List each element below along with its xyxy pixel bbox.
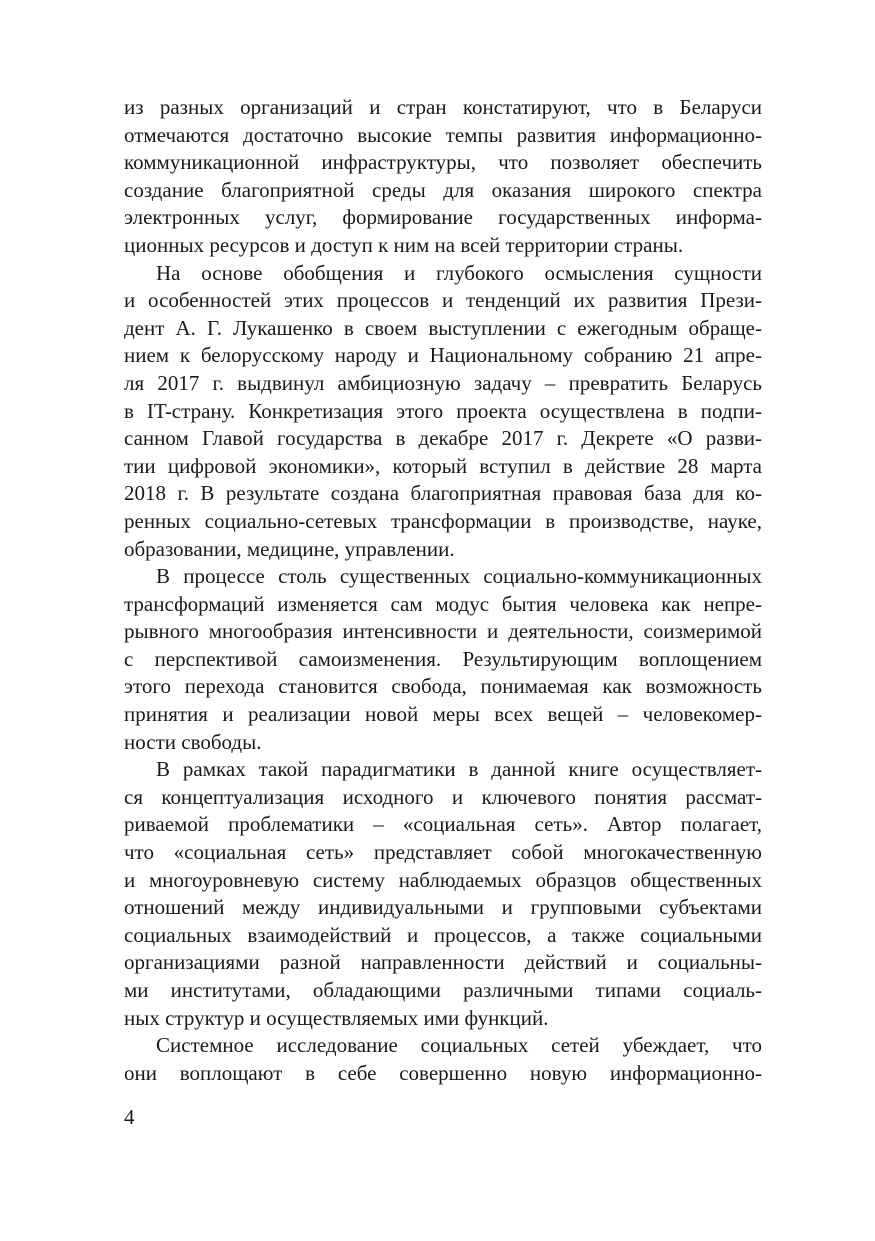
text-line: из разных организаций и стран констатируют, что в Беларуси bbox=[124, 95, 762, 119]
text-line: с перспективой самоизменения. Результирующим воплощением bbox=[124, 646, 762, 671]
text-line: ренных социально-сетевых трансформации в производстве, науке, bbox=[124, 508, 762, 533]
text-line: образовании, медицине, управлении. bbox=[124, 536, 455, 561]
text-line: нием к белорусскому народу и Национальному собранию 21 апре- bbox=[124, 343, 762, 368]
text-line: создание благоприятной среды для оказания широкого спектра bbox=[124, 177, 762, 202]
text-line: социальных взаимодействий и процессов, а также социальными bbox=[124, 922, 762, 947]
text-line: 2018 г. В результате создана благоприятная правовая база для ко- bbox=[124, 481, 762, 506]
text-line: ля 2017 г. выдвинул амбициозную задачу – превратить Беларусь bbox=[124, 370, 762, 395]
text-line: ся концептуализация исходного и ключевого понятия рассмат- bbox=[124, 784, 762, 809]
paragraph-first-line: В рамках такой парадигматики в данной книге осуществляет- bbox=[156, 757, 762, 782]
text-line: ных структур и осуществляемых ими функций. bbox=[124, 1005, 549, 1030]
text-line: дент А. Г. Лукашенко в своем выступлении с ежегодным обраще- bbox=[124, 315, 762, 340]
text-line: тии цифровой экономики», который вступил в действие 28 марта bbox=[124, 453, 762, 478]
text-line: и особенностей этих процессов и тенденций их развития Прези- bbox=[124, 288, 762, 313]
text-line: они воплощают в себе совершенно новую информационно- bbox=[124, 1060, 762, 1085]
paragraph-first-line: На основе обобщения и глубокого осмысления сущности bbox=[156, 260, 762, 285]
page-body-text bbox=[124, 94, 762, 1087]
text-line: коммуникационной инфраструктуры, что позволяет обеспечить bbox=[124, 150, 762, 175]
text-line: ционных ресурсов и доступ к ним на всей территории страны. bbox=[124, 232, 684, 257]
text-line: отмечаются достаточно высокие темпы развития информационно- bbox=[124, 122, 762, 147]
paragraph-first-line: Системное исследование социальных сетей убеждает, что bbox=[156, 1033, 762, 1058]
text-line: электронных услуг, формирование государственных информа- bbox=[124, 205, 762, 230]
text-line: риваемой проблематики – «социальная сеть». Автор полагает, bbox=[124, 812, 762, 837]
text-line: рывного многообразия интенсивности и деятельности, соизмеримой bbox=[124, 619, 762, 644]
text-line: отношений между индивидуальными и групповыми субъектами bbox=[124, 895, 762, 920]
page-number: 4 bbox=[124, 1105, 135, 1129]
text-line: и многоуровневую систему наблюдаемых образцов общественных bbox=[124, 867, 762, 892]
text-line: санном Главой государства в декабре 2017 г. Декрете «О разви- bbox=[124, 426, 762, 451]
text-line: в IT-страну. Конкретизация этого проекта осуществлена в подпи- bbox=[124, 398, 762, 423]
text-line: что «социальная сеть» представляет собой многокачественную bbox=[124, 840, 762, 865]
text-line: ми институтами, обладающими различными типами социаль- bbox=[124, 978, 762, 1002]
text-line: принятия и реализации новой меры всех вещей – человекомер- bbox=[124, 702, 762, 727]
text-line: организациями разной направленности действий и социальны- bbox=[124, 950, 762, 975]
text-line: трансформаций изменяется сам модус бытия человека как непре- bbox=[124, 591, 762, 616]
paragraph-first-line: В процессе столь существенных социально-коммуникационных bbox=[156, 564, 762, 589]
text-line: ности свободы. bbox=[124, 729, 262, 754]
text-line: этого перехода становится свобода, понимаемая как возможность bbox=[124, 674, 762, 699]
